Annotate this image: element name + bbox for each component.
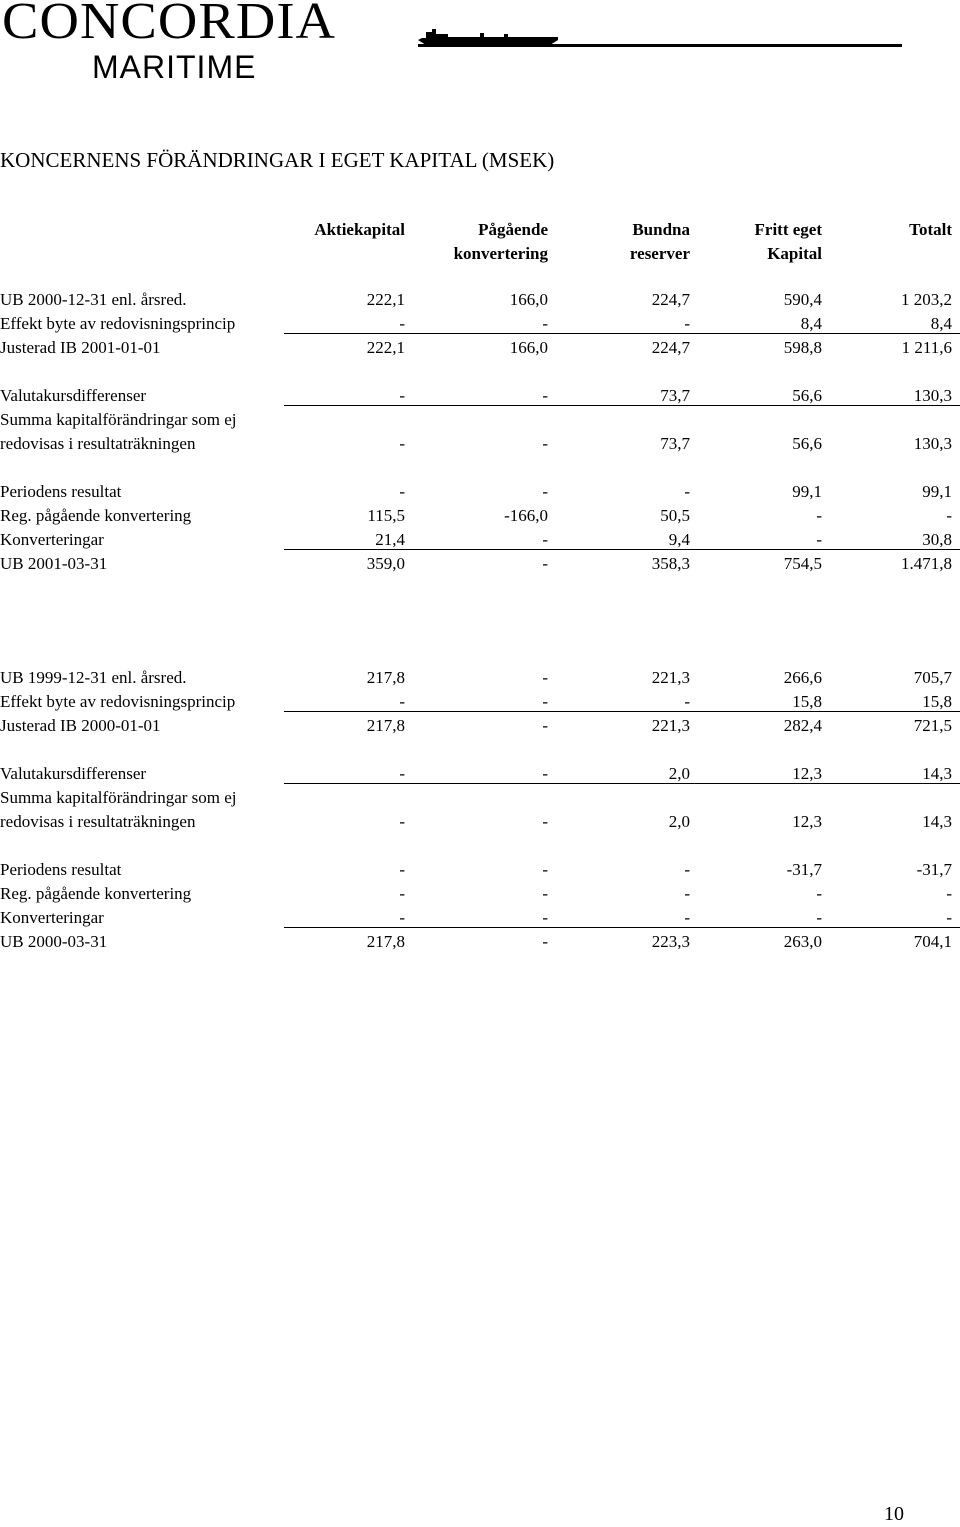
table-cell: - [816, 530, 822, 549]
table-cell: - [542, 764, 548, 783]
table-cell: - [542, 932, 548, 951]
table-cell: 266,6 [783, 668, 822, 687]
table-cell: 222,1 [366, 290, 405, 309]
table-cell: 99,1 [792, 482, 822, 501]
table-cell: 8,4 [800, 314, 822, 333]
row-label: UB 2001-03-31 [0, 554, 108, 573]
logo-rule [418, 44, 902, 47]
row-label: Reg. pågående konvertering [0, 506, 192, 525]
table-cell: 224,7 [651, 338, 690, 357]
table-cell: - [399, 764, 405, 783]
table-cell: - [816, 908, 822, 927]
table-cell: 754,5 [783, 554, 822, 573]
table-cell: 12,3 [792, 764, 822, 783]
table-cell: 130,3 [913, 434, 952, 453]
table-cell: 8,4 [930, 314, 952, 333]
table-rule [284, 783, 960, 784]
table-cell: - [946, 908, 952, 927]
table-cell: 2,0 [668, 812, 690, 831]
table-row [0, 786, 960, 810]
row-label: Periodens resultat [0, 482, 122, 501]
table-cell: 30,8 [922, 530, 952, 549]
column-header [672, 218, 822, 266]
company-logo [0, 0, 910, 90]
table-cell: 99,1 [922, 482, 952, 501]
table-cell: 166,0 [509, 338, 548, 357]
row-label: Konverteringar [0, 530, 104, 549]
table-cell: 9,4 [668, 530, 690, 549]
row-label: Periodens resultat [0, 860, 122, 879]
table-cell: - [542, 386, 548, 405]
column-header-line1: Bundna [632, 220, 690, 239]
column-header-line2: reserver [629, 244, 690, 263]
table-cell: - [542, 530, 548, 549]
table-cell: 21,4 [375, 530, 405, 549]
row-label: Summa kapitalförändringar som ej [0, 788, 237, 807]
table-cell: - [399, 692, 405, 711]
page-number: 10 [884, 1503, 904, 1525]
table-cell: 56,6 [792, 434, 822, 453]
table-cell: 704,1 [913, 932, 952, 951]
table-cell: -166,0 [504, 506, 548, 525]
table-cell: - [399, 482, 405, 501]
table-cell: - [399, 314, 405, 333]
table-cell: 130,3 [913, 386, 952, 405]
row-label: UB 2000-03-31 [0, 932, 108, 951]
table-cell: - [542, 314, 548, 333]
table-cell: - [542, 716, 548, 735]
table-cell: 222,1 [366, 338, 405, 357]
table-row [0, 432, 960, 456]
table-row [0, 288, 960, 312]
table-rule [284, 405, 960, 406]
table-cell: 721,5 [913, 716, 952, 735]
table-cell: - [399, 386, 405, 405]
table-cell: - [684, 908, 690, 927]
table-cell: 358,3 [651, 554, 690, 573]
table-cell: 115,5 [367, 506, 405, 525]
table-cell: 217,8 [366, 668, 405, 687]
table-cell: 221,3 [651, 668, 690, 687]
row-label: redovisas i resultaträkningen [0, 434, 196, 453]
table-rule [284, 333, 960, 334]
table-cell: - [542, 554, 548, 573]
table-cell: - [399, 860, 405, 879]
table-cell: - [816, 506, 822, 525]
table-row [0, 480, 960, 504]
table-cell: 14,3 [922, 764, 952, 783]
table-cell: 590,4 [783, 290, 822, 309]
table-cell: - [542, 860, 548, 879]
table-row [0, 882, 960, 906]
table-cell: 14,3 [922, 812, 952, 831]
table-cell: 282,4 [783, 716, 822, 735]
table-cell: 15,8 [792, 692, 822, 711]
row-label: UB 2000-12-31 enl. årsred. [0, 290, 187, 309]
table-rule [284, 711, 960, 712]
row-label: Summa kapitalförändringar som ej [0, 410, 237, 429]
table-cell: - [816, 884, 822, 903]
table-cell: - [946, 884, 952, 903]
table-cell: 598,8 [783, 338, 822, 357]
table-cell: - [399, 884, 405, 903]
table-cell: - [542, 908, 548, 927]
table-cell: - [399, 908, 405, 927]
table-row [0, 666, 960, 690]
table-cell: - [946, 506, 952, 525]
table-cell: 166,0 [509, 290, 548, 309]
table-cell: 1 203,2 [901, 290, 952, 309]
row-label: Justerad IB 2001-01-01 [0, 338, 161, 357]
table-row [0, 714, 960, 738]
table-cell: - [542, 884, 548, 903]
table-row [0, 336, 960, 360]
table-cell: - [684, 860, 690, 879]
table-cell: 359,0 [366, 554, 405, 573]
column-header [802, 218, 952, 242]
table-cell: 217,8 [366, 932, 405, 951]
column-header [398, 218, 548, 266]
table-row [0, 810, 960, 834]
table-row [0, 552, 960, 576]
table-cell: 263,0 [783, 932, 822, 951]
row-label: Effekt byte av redovisningsprincip [0, 692, 236, 711]
column-header-line1: Fritt eget [754, 220, 822, 239]
table-cell: - [399, 434, 405, 453]
row-label: Valutakursdifferenser [0, 386, 147, 405]
table-cell: 12,3 [792, 812, 822, 831]
table-cell: 221,3 [651, 716, 690, 735]
table-cell: - [684, 692, 690, 711]
table-cell: 224,7 [651, 290, 690, 309]
logo-wordmark: CONCORDIA [2, 0, 337, 50]
table-cell: 1 211,6 [901, 338, 952, 357]
table-cell: - [542, 482, 548, 501]
row-label: redovisas i resultaträkningen [0, 812, 196, 831]
table-cell: 1.471,8 [901, 554, 952, 573]
table-cell: 2,0 [668, 764, 690, 783]
table-cell: 73,7 [660, 386, 690, 405]
table-cell: - [542, 812, 548, 831]
table-cell: 73,7 [660, 434, 690, 453]
table-cell: 223,3 [651, 932, 690, 951]
column-header-line1: Totalt [909, 220, 952, 239]
row-label: UB 1999-12-31 enl. årsred. [0, 668, 187, 687]
table-rule [284, 549, 960, 550]
table-cell: - [399, 812, 405, 831]
table-row [0, 858, 960, 882]
table-cell: - [542, 434, 548, 453]
table-cell: - [684, 884, 690, 903]
row-label: Justerad IB 2000-01-01 [0, 716, 161, 735]
column-header-line2: Kapital [767, 244, 822, 263]
column-header [540, 218, 690, 266]
table-row [0, 504, 960, 528]
row-label: Valutakursdifferenser [0, 764, 147, 783]
page-title: KONCERNENS FÖRÄNDRINGAR I EGET KAPITAL (MSEK) [0, 148, 555, 172]
column-header-line1: Pågående [478, 220, 548, 239]
table-cell: 50,5 [660, 506, 690, 525]
table-cell: - [684, 314, 690, 333]
table-cell: - [542, 668, 548, 687]
column-header-line1: Aktiekapital [314, 220, 405, 239]
table-rule [284, 927, 960, 928]
logo-subtitle: MARITIME [92, 49, 257, 85]
row-label: Effekt byte av redovisningsprincip [0, 314, 236, 333]
row-label: Konverteringar [0, 908, 104, 927]
table-row [0, 408, 960, 432]
table-cell: - [542, 692, 548, 711]
table-cell: 56,6 [792, 386, 822, 405]
table-cell: 705,7 [913, 668, 952, 687]
column-header [255, 218, 405, 242]
table-cell: - [684, 482, 690, 501]
table-cell: 217,8 [366, 716, 405, 735]
row-label: Reg. pågående konvertering [0, 884, 192, 903]
table-cell: 15,8 [922, 692, 952, 711]
table-cell: -31,7 [786, 860, 822, 879]
table-row [0, 930, 960, 954]
column-header-line2: konvertering [453, 244, 548, 263]
table-cell: -31,7 [916, 860, 952, 879]
